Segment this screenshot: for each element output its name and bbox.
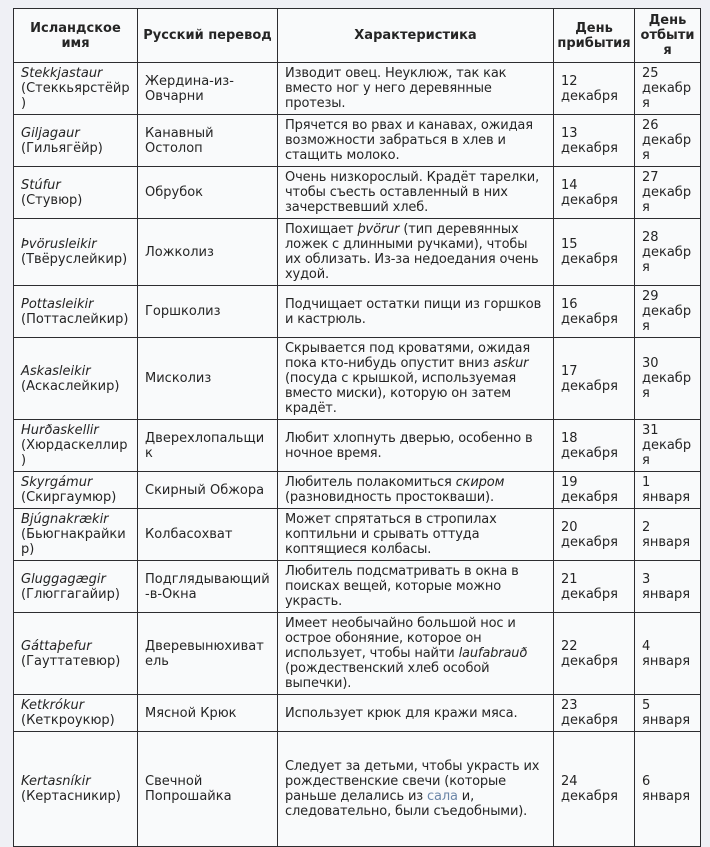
arrival-day-cell: 18 декабря <box>554 420 635 472</box>
arrival-day-cell: 21 декабря <box>554 561 635 613</box>
characteristic-text: Следует за детьми, чтобы украсть их рождественские свечи (которые раньше делались из <box>285 759 540 804</box>
italic-term: askur <box>493 356 529 371</box>
table-row <box>14 63 701 115</box>
characteristic-cell <box>278 509 554 561</box>
inline-link[interactable]: сала <box>427 789 458 804</box>
name-transcription: (Поттаслейкир) <box>21 311 129 327</box>
icelandic-name-cell <box>14 561 138 613</box>
icelandic-name-cell <box>14 509 138 561</box>
table-row <box>14 695 701 732</box>
table-row <box>14 732 701 847</box>
departure-day-cell: 6 января <box>635 732 701 847</box>
departure-day-cell: 28 декабря <box>635 219 701 286</box>
characteristic-text: Изводит овец. Неуклюж, так как вместо ног у него деревянные протезы. <box>285 66 507 111</box>
characteristic-cell <box>278 613 554 695</box>
col-header-russian-translation: Русский перевод <box>138 9 278 63</box>
russian-translation-cell: Горшколиз <box>138 286 278 338</box>
table-row <box>14 338 701 420</box>
characteristic-text: (посуда с крышкой, используемая вместо миски), которую он затем крадёт. <box>285 371 517 416</box>
icelandic-name: Stekkjastaur <box>21 66 103 81</box>
characteristic-text: Похищает <box>285 222 358 237</box>
arrival-day-cell: 19 декабря <box>554 472 635 509</box>
table-row <box>14 472 701 509</box>
characteristic-cell <box>278 219 554 286</box>
characteristic-text: и, следовательно, были съедобными). <box>285 789 528 819</box>
icelandic-name-cell <box>14 420 138 472</box>
departure-day-cell: 26 декабря <box>635 115 701 167</box>
icelandic-name-cell <box>14 695 138 732</box>
name-transcription: (Кеткроукюр) <box>21 713 115 728</box>
italic-term: þvörur <box>357 222 400 237</box>
icelandic-name-cell <box>14 472 138 509</box>
departure-day-cell: 4 января <box>635 613 701 695</box>
russian-translation-cell: Дверехлопальщик <box>138 420 278 472</box>
icelandic-name: Askasleikir <box>21 363 91 379</box>
russian-translation-cell: Свечной Попрошайка <box>138 732 278 847</box>
icelandic-name: Kertasníkir <box>21 774 91 789</box>
table-row <box>14 613 701 695</box>
arrival-day-cell: 17 декабря <box>554 338 635 420</box>
departure-day-cell: 31 декабря <box>635 420 701 472</box>
characteristic-cell <box>278 420 554 472</box>
characteristic-text: Прячется во рвах и канавах, ожидая возможности забраться в хлев и стащить молоко. <box>285 118 533 163</box>
departure-day-cell: 25 декабря <box>635 63 701 115</box>
name-transcription: (Гильягёйр) <box>21 140 103 156</box>
russian-translation-cell: Колбасохват <box>138 509 278 561</box>
departure-day-cell: 2 января <box>635 509 701 561</box>
departure-day-cell: 5 января <box>635 695 701 732</box>
russian-translation-cell: Мясной Крюк <box>138 695 278 732</box>
icelandic-name: Giljagaur <box>21 125 80 141</box>
departure-day-cell: 30 декабря <box>635 338 701 420</box>
characteristic-text: (рождественский хлеб особой выпечки). <box>285 661 490 691</box>
characteristic-text: (тип деревянных ложек с длинными ручками), чтобы их облизать. Из-за недоедания очень худой. <box>285 222 539 282</box>
characteristic-cell <box>278 286 554 338</box>
table-row <box>14 219 701 286</box>
table-row <box>14 115 701 167</box>
icelandic-name: Þvörusleikir <box>21 237 97 252</box>
col-header-characteristic: Характеристика <box>278 9 554 63</box>
characteristic-text: Может спрятаться в стропилах коптильни и срывать оттуда коптящиеся колбасы. <box>285 512 497 557</box>
arrival-day-cell: 16 декабря <box>554 286 635 338</box>
arrival-day-cell: 13 декабря <box>554 115 635 167</box>
characteristic-cell <box>278 167 554 219</box>
russian-translation-cell: Канавный Остолоп <box>138 115 278 167</box>
characteristic-text: Скрывается под кроватями, ожидая пока кто-нибудь опустит вниз <box>285 341 531 371</box>
characteristic-text: Очень низкорослый. Крадёт тарелки, чтобы съесть оставленный в них зачерствевший хлеб. <box>285 170 540 215</box>
characteristic-text: Использует крюк для кражи мяса. <box>285 705 518 721</box>
icelandic-name-cell <box>14 286 138 338</box>
name-transcription: (Бьюгнакрайкир) <box>21 527 126 557</box>
icelandic-name: Skyrgámur <box>21 475 93 490</box>
characteristic-cell <box>278 695 554 732</box>
characteristic-cell <box>278 338 554 420</box>
icelandic-name: Pottasleikir <box>21 296 94 312</box>
icelandic-name: Gáttaþefur <box>21 638 92 654</box>
col-header-arrival-day: День прибытия <box>554 9 635 63</box>
icelandic-name-cell <box>14 732 138 847</box>
table-row <box>14 561 701 613</box>
russian-translation-cell: Дверевынюхиватель <box>138 613 278 695</box>
name-transcription: (Твёруслейкир) <box>21 252 128 267</box>
characteristic-text: (разновидность простокваши). <box>285 490 494 505</box>
characteristic-text: Любитель полакомиться <box>285 475 456 490</box>
italic-term: laufabrauð <box>458 646 528 661</box>
italic-term: скиром <box>455 475 505 490</box>
icelandic-name: Ketkrókur <box>21 698 85 713</box>
name-transcription: (Стеккьярстёйр) <box>21 81 130 111</box>
russian-translation-cell: Подглядывающий-в-Окна <box>138 561 278 613</box>
characteristic-cell <box>278 115 554 167</box>
icelandic-name-cell <box>14 219 138 286</box>
icelandic-name: Stúfur <box>21 177 61 193</box>
icelandic-name: Bjúgnakrækir <box>21 512 109 527</box>
icelandic-name-cell <box>14 167 138 219</box>
characteristic-cell <box>278 472 554 509</box>
table-row <box>14 509 701 561</box>
russian-translation-cell: Ложколиз <box>138 219 278 286</box>
arrival-day-cell: 12 декабря <box>554 63 635 115</box>
departure-day-cell: 3 января <box>635 561 701 613</box>
russian-translation-cell: Мисколиз <box>138 338 278 420</box>
arrival-day-cell: 23 декабря <box>554 695 635 732</box>
arrival-day-cell: 22 декабря <box>554 613 635 695</box>
header-row <box>14 9 701 63</box>
characteristic-text: Подчищает остатки пищи из горшков и кастрюль. <box>285 296 542 327</box>
table-body <box>14 63 701 847</box>
table-row <box>14 286 701 338</box>
table-row <box>14 420 701 472</box>
yule-lads-table <box>13 8 701 847</box>
col-header-departure-day: День отбытия <box>635 9 701 63</box>
arrival-day-cell: 15 декабря <box>554 219 635 286</box>
arrival-day-cell: 24 декабря <box>554 732 635 847</box>
icelandic-name-cell <box>14 115 138 167</box>
name-transcription: (Гауттатевюр) <box>21 653 121 669</box>
russian-translation-cell: Жердина-из-Овчарни <box>138 63 278 115</box>
characteristic-text: Любит хлопнуть дверью, особенно в ночное время. <box>285 430 533 461</box>
characteristic-cell <box>278 732 554 847</box>
icelandic-name-cell <box>14 63 138 115</box>
name-transcription: (Стувюр) <box>21 192 83 208</box>
name-transcription: (Хюрдаскеллир) <box>21 438 128 468</box>
arrival-day-cell: 14 декабря <box>554 167 635 219</box>
name-transcription: (Скиргаумюр) <box>21 490 117 505</box>
icelandic-name-cell <box>14 613 138 695</box>
name-transcription: (Аскаслейкир) <box>21 378 120 394</box>
col-header-icelandic-name: Исландское имя <box>14 9 138 63</box>
name-transcription: (Кертасникир) <box>21 789 121 804</box>
russian-translation-cell: Обрубок <box>138 167 278 219</box>
departure-day-cell: 27 декабря <box>635 167 701 219</box>
characteristic-cell <box>278 63 554 115</box>
characteristic-text: Любитель подсматривать в окна в поисках вещей, которые можно украсть. <box>285 564 519 609</box>
characteristic-cell <box>278 561 554 613</box>
departure-day-cell: 1 января <box>635 472 701 509</box>
departure-day-cell: 29 декабря <box>635 286 701 338</box>
table-row <box>14 167 701 219</box>
icelandic-name: Gluggagægir <box>21 571 106 587</box>
icelandic-name-cell <box>14 338 138 420</box>
icelandic-name: Hurðaskellir <box>21 423 99 438</box>
characteristic-text: Имеет необычайно большой нос и острое обоняние, которое он использует, чтобы найти <box>285 616 516 661</box>
name-transcription: (Глюггагайир) <box>21 586 120 602</box>
russian-translation-cell: Скирный Обжора <box>138 472 278 509</box>
arrival-day-cell: 20 декабря <box>554 509 635 561</box>
